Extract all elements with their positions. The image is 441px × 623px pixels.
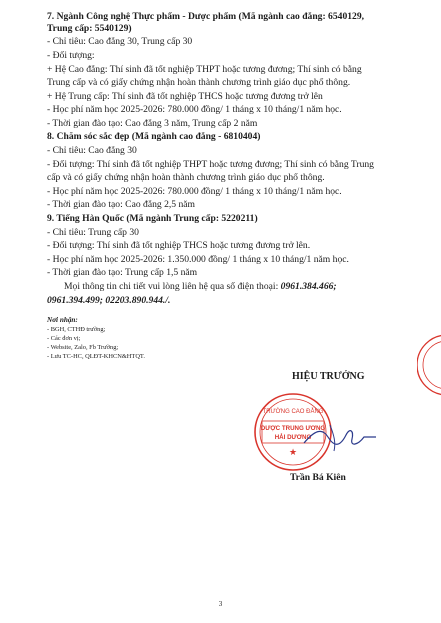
recipient-item: - Lưu TC-HC, QLĐT-KHCN&HTQT.	[47, 353, 145, 360]
section8-duration: - Thời gian đào tạo: Cao đẳng 2,5 năm	[47, 199, 195, 210]
svg-text:★: ★	[288, 447, 298, 457]
recipient-item: - BGH, CTHĐ trường;	[47, 326, 106, 333]
section8-fee: - Học phí năm học 2025-2026: 780.000 đồng/ 1 tháng x 10 tháng/1 năm học.	[47, 186, 342, 197]
section8-quota: - Chỉ tiêu: Cao đẳng 30	[47, 145, 137, 156]
section7-tc-target: + Hệ Trung cấp: Thí sinh đã tốt nghiệp THCS hoặc tương đương trở lên	[47, 91, 323, 102]
section7-heading: 7. Ngành Công nghệ Thực phẩm - Dược phẩm (Mã ngành cao đẳng: 6540129,	[47, 11, 365, 22]
recipient-item: - Các đơn vị;	[47, 335, 81, 342]
section7-target-label: - Đối tượng:	[47, 50, 95, 61]
section9-fee: - Học phí năm học 2025-2026: 1.350.000 đồng/ 1 tháng x 10 tháng/1 năm học.	[47, 254, 349, 265]
recipients-label: Nơi nhận:	[47, 316, 78, 324]
contact-phones: 0961.394.499; 02203.890.944./.	[47, 295, 171, 306]
section9-target: - Đối tượng: Thí sinh đã tốt nghiệp THCS hoặc tương đương trở lên.	[47, 240, 311, 251]
recipient-item: - Website, Zalo, Fb Trường;	[47, 344, 119, 351]
signer-name: Trần Bá Kiên	[290, 472, 346, 483]
section7-heading-cont: Trung cấp: 5540129)	[47, 23, 132, 34]
section7-quota: - Chỉ tiêu: Cao đẳng 30, Trung cấp 30	[47, 36, 193, 47]
section7-duration: - Thời gian đào tạo: Cao đẳng 3 năm, Trung cấp 2 năm	[47, 118, 258, 129]
section7-cd-target: + Hệ Cao đẳng: Thí sinh đã tốt nghiệp THPT hoặc tương đương; Thí sinh có bằng	[47, 64, 362, 75]
section7-fee: - Học phí năm học 2025-2026: 780.000 đồng/ 1 tháng x 10 tháng/1 năm học.	[47, 104, 342, 115]
section9-quota: - Chỉ tiêu: Trung cấp 30	[47, 227, 139, 238]
stamp-text-top: TRƯỜNG CAO ĐẲNG	[262, 409, 324, 415]
partial-stamp-mark	[417, 330, 441, 400]
contact-phone-primary: 0961.384.466;	[280, 281, 337, 292]
contact-paragraph	[64, 281, 337, 293]
page-number: 3	[218, 600, 223, 608]
signature-title: HIỆU TRƯỞNG	[292, 371, 365, 382]
contact-text: Mọi thông tin chi tiết vui lòng liên hệ qua số điện thoại:	[64, 281, 279, 292]
stamp-text-bottom: HẢI DƯƠNG	[274, 434, 312, 441]
section7-cd-target-cont: Trung cấp và có giấy chứng nhận hoàn thành chương trình giáo dục phổ thông.	[47, 77, 351, 88]
section8-heading: 8. Chăm sóc sắc đẹp (Mã ngành cao đẳng - 6810404)	[47, 131, 261, 142]
section8-target: - Đối tượng: Thí sinh đã tốt nghiệp THPT hoặc tương đương; Thí sinh có bằng Trung	[47, 159, 374, 170]
stamp-text-middle: DƯỢC TRUNG ƯƠNG	[260, 425, 326, 432]
section9-heading: 9. Tiếng Hàn Quốc (Mã ngành Trung cấp: 5220211)	[47, 213, 258, 224]
section9-duration: - Thời gian đào tạo: Trung cấp 1,5 năm	[47, 267, 198, 278]
section8-target-cont: cấp và có giấy chứng nhận hoàn thành chương trình giáo dục phổ thông.	[47, 172, 325, 183]
handwritten-signature	[300, 417, 380, 457]
